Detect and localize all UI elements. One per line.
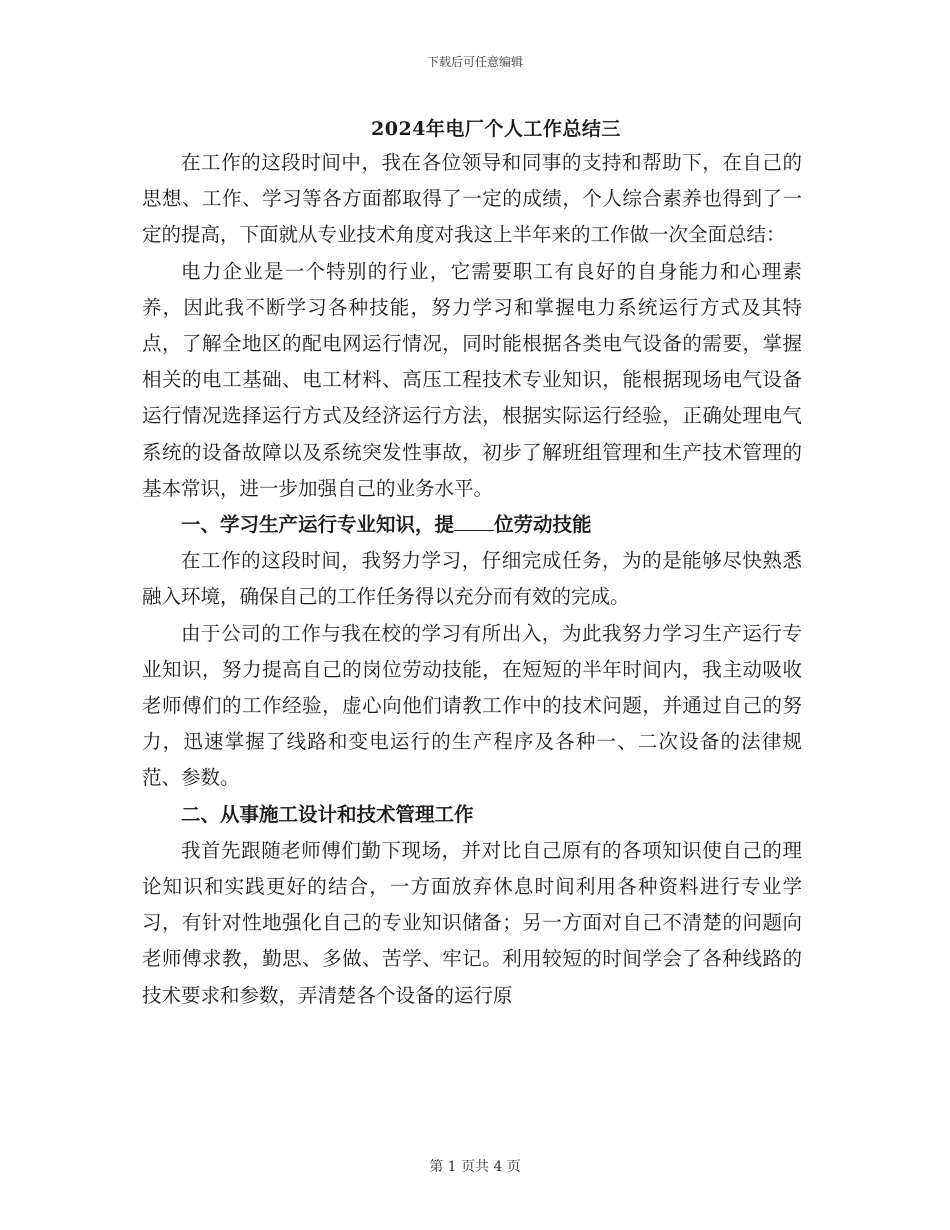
blank-underline: [454, 512, 494, 531]
paragraph-design: 我首先跟随老师傅们勤下现场，并对比自己原有的各项知识使自己的理论知识和实践更好的结合，一方面放弃休息时间利用各种资料进行专业学习，有针对性地强化自己的专业知识储备；另一方面对自己不清楚的问题向老师傅求教，勤思、多做、苦学、牢记。利用较短的时间学会了各种线路的技术要求和参数，弄清楚各个设备的运行原: [142, 838, 802, 1007]
section-heading-2: 二、从事施工设计和技术管理工作: [181, 802, 474, 826]
section-heading-1: [142, 507, 802, 543]
paragraph-skills: 由于公司的工作与我在校的学习有所出入，为此我努力学习生产运行专业知识，努力提高自己的岗位劳动技能，在短短的半年时间内，我主动吸收老师傅们的工作经验，虚心向他们请教工作中的技术问题，并通过自己的努力，迅速掌握了线路和变电运行的生产程序及各种一、二次设备的法律规范、参数。: [142, 621, 802, 790]
section-heading-1-start: 一、学习生产运行专业知识，提: [181, 513, 455, 537]
paragraph-learning: 在工作的这段时间，我努力学习，仔细完成任务，为的是能够尽快熟悉融入环境，确保自己的工作任务得以充分而有效的完成。: [142, 549, 802, 609]
paragraph-intro: 在工作的这段时间中，我在各位领导和同事的支持和帮助下，在自己的思想、工作、学习等各方面都取得了一定的成绩，个人综合素养也得到了一定的提高，下面就从专业技术角度对我这上半年来的工作做一次全面总结：: [142, 151, 802, 247]
page-footer: 第 1 页共 4 页: [429, 1159, 521, 1175]
document-body: [142, 145, 802, 1014]
document-title: 2024年电厂个人工作总结三: [371, 118, 621, 140]
page-header: 下载后可任意编辑: [426, 55, 523, 69]
paragraph-industry: 电力企业是一个特别的行业，它需要职工有良好的自身能力和心理素养，因此我不断学习各种技能，努力学习和掌握电力系统运行方式及其特点，了解全地区的配电网运行情况，同时能根据各类电气设备的需要，掌握相关的电工基础、电工材料、高压工程技术专业知识，能根据现场电气设备运行情况选择运行方式及经济运行方法，根据实际运行经验，正确处理电气系统的设备故障以及系统突发性事故，初步了解班组管理和生产技术管理的基本常识，进一步加强自己的业务水平。: [142, 259, 802, 500]
section-heading-1-end: 位劳动技能: [494, 513, 592, 537]
